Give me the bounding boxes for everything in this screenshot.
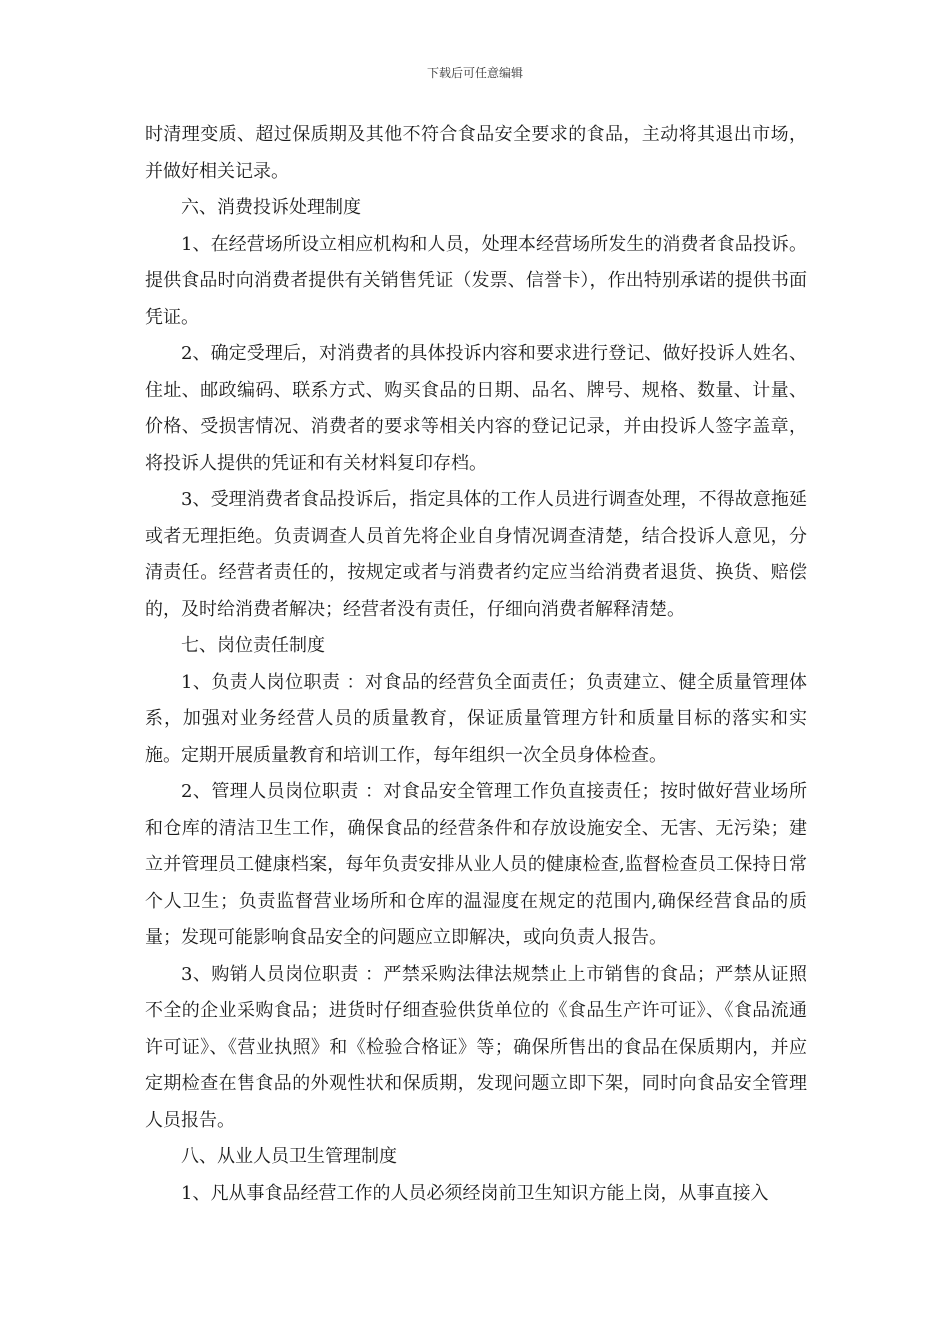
paragraph: 1、负责人岗位职责 ：对食品的经营负全面责任；负责建立、健全质量管理体系，加强对业务经营人员的质量教育，保证质量管理方针和质量目标的落实和实施。定期开展质量教育和培训工作，每年组织一次全员身体检查。 <box>145 671 807 766</box>
paragraph: 3、购销人员岗位职责 ：严禁采购法律法规禁止上市销售的食品；严禁从证照不全的企业采购食品；进货时仔细查验供货单位的《食品生产许可证》、《食品流通许可证》、《营业执照》和《检验合格证》等；确保所售出的食品在保质期内，并应定期检查在售食品的外观性状和保质期，发现问题立即下架，同时向食品安全管理人员报告。 <box>145 963 807 1131</box>
paragraph: 3、受理消费者食品投诉后，指定具体的工作人员进行调查处理，不得故意拖延或者无理拒绝。负责调查人员首先将企业自身情况调查清楚，结合投诉人意见，分清责任。经营者责任的，按规定或者与消费者约定应当给消费者退货、换货、赔偿的，及时给消费者解决；经营者没有责任，仔细向消费者解释清楚。 <box>145 489 807 620</box>
paragraph: 2、确定受理后，对消费者的具体投诉内容和要求进行登记、做好投诉人姓名、住址、邮政编码、联系方式、购买食品的日期、品名、牌号、规格、数量、计量、价格、受损害情况、消费者的要求等相关内容的登记记录，并由投诉人签字盖章，将投诉人提供的凭证和有关材料复印存档。 <box>145 343 807 474</box>
section-heading-8: 八、从业人员卫生管理制度 <box>181 1146 397 1167</box>
section-heading-6: 六、消费投诉处理制度 <box>181 197 361 218</box>
paragraph: 2、管理人员岗位职责 ：对食品安全管理工作负直接责任；按时做好营业场所和仓库的清洁卫生工作，确保食品的经营条件和存放设施安全、无害、无污染；建立并管理员工健康档案，每年负责安排从业人员的健康检查,监督检查员工保持日常个人卫生；负责监督营业场所和仓库的温湿度在规定的范围内,确保经营食品的质量；发现可能影响食品安全的问题应立即解决，或向负责人报告。 <box>145 781 807 948</box>
section-heading-7: 七、岗位责任制度 <box>181 635 325 656</box>
paragraph: 1、在经营场所设立相应机构和人员，处理本经营场所发生的消费者食品投诉。提供食品时向消费者提供有关销售凭证（发票、信誉卡），作出特别承诺的提供书面凭证。 <box>145 233 807 328</box>
document-body <box>145 117 807 1212</box>
paragraph: 1、凡从事食品经营工作的人员必须经岗前卫生知识方能上岗，从事直接入 <box>181 1182 769 1204</box>
paragraph-continuation: 时清理变质、超过保质期及其他不符合食品安全要求的食品，主动将其退出市场，并做好相关记录。 <box>145 124 807 182</box>
page-header: 下载后可任意编辑 <box>426 66 523 80</box>
